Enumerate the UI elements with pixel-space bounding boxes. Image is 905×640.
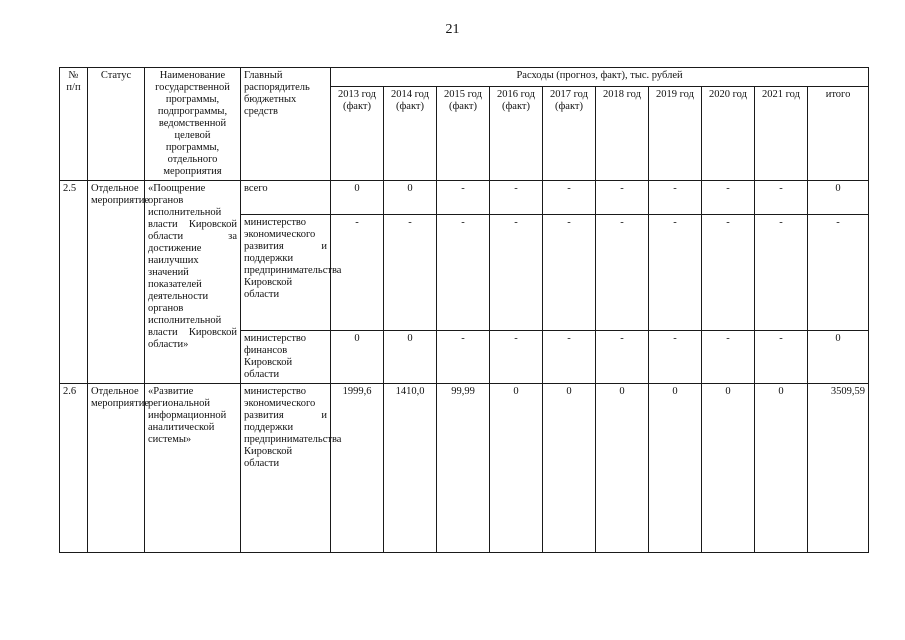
row-num: 2.6: [60, 384, 88, 553]
cell-value: 0: [331, 331, 384, 384]
cell-value: 0: [490, 384, 543, 553]
cell-value: -: [437, 215, 490, 331]
header-name: Наименование государственной программы, подпрограммы, ведомственной целевой программы, отдельного мероприятия: [145, 68, 241, 181]
cell-value: 0: [384, 331, 437, 384]
cell-value: 0: [596, 384, 649, 553]
cell-value: -: [702, 181, 755, 215]
header-year: 2015 год (факт): [437, 87, 490, 181]
cell-value: -: [384, 215, 437, 331]
header-year: 2018 год: [596, 87, 649, 181]
cell-value: 0: [649, 384, 702, 553]
row-status: Отдельное мероприятие: [88, 384, 145, 553]
cell-value: -: [490, 215, 543, 331]
row-status: Отдельное мероприятие: [88, 181, 145, 384]
header-status: Статус: [88, 68, 145, 181]
row-manager: министерство экономического развития и поддержки предпринимательства Кировской области: [241, 384, 331, 553]
header-year: 2016 год (факт): [490, 87, 543, 181]
cell-value: 0: [384, 181, 437, 215]
header-total: итого: [808, 87, 869, 181]
cell-value: -: [437, 181, 490, 215]
cell-value: -: [490, 181, 543, 215]
cell-value: -: [331, 215, 384, 331]
header-year: 2019 год: [649, 87, 702, 181]
row-manager: министерство экономического развития и поддержки предпринимательства Кировской области: [241, 215, 331, 331]
cell-value: -: [596, 331, 649, 384]
cell-value: -: [702, 331, 755, 384]
page-number: 21: [445, 22, 460, 37]
header-year: 2020 год: [702, 87, 755, 181]
cell-value: 0: [331, 181, 384, 215]
row-num: 2.5: [60, 181, 88, 384]
cell-value: -: [649, 215, 702, 331]
expenses-table: [59, 67, 869, 553]
row-name: «Поощрение органов исполнительной власти Кировской области за достижение наилучших значений показателей деятельности органов исполнительной власти Кировской области»: [145, 181, 241, 384]
cell-value: -: [437, 331, 490, 384]
header-year: 2021 год: [755, 87, 808, 181]
cell-total: 0: [808, 181, 869, 215]
header-row: [60, 68, 869, 87]
cell-value: -: [596, 181, 649, 215]
cell-value: 0: [755, 384, 808, 553]
header-year: 2013 год (факт): [331, 87, 384, 181]
cell-value: 1999,6: [331, 384, 384, 553]
table-row: [60, 181, 869, 215]
row-manager: всего: [241, 181, 331, 215]
cell-total: 3509,59: [808, 384, 869, 553]
cell-value: -: [543, 215, 596, 331]
cell-value: 0: [543, 384, 596, 553]
cell-value: -: [490, 331, 543, 384]
cell-value: -: [755, 331, 808, 384]
cell-value: -: [702, 215, 755, 331]
cell-value: 1410,0: [384, 384, 437, 553]
cell-total: 0: [808, 331, 869, 384]
cell-value: -: [596, 215, 649, 331]
table-row: [60, 384, 869, 553]
header-manager: Главный распорядитель бюджетных средств: [241, 68, 331, 181]
cell-value: -: [755, 215, 808, 331]
cell-value: -: [543, 181, 596, 215]
header-expenses: Расходы (прогноз, факт), тыс. рублей: [331, 68, 869, 87]
cell-value: -: [649, 181, 702, 215]
cell-value: -: [543, 331, 596, 384]
header-year: 2014 год (факт): [384, 87, 437, 181]
cell-total: -: [808, 215, 869, 331]
header-year: 2017 год (факт): [543, 87, 596, 181]
cell-value: 0: [702, 384, 755, 553]
cell-value: -: [649, 331, 702, 384]
row-manager: министерство финансов Кировской области: [241, 331, 331, 384]
header-num: № п/п: [60, 68, 88, 181]
cell-value: -: [755, 181, 808, 215]
row-name: «Развитие региональной информационной аналитической системы»: [145, 384, 241, 553]
cell-value: 99,99: [437, 384, 490, 553]
